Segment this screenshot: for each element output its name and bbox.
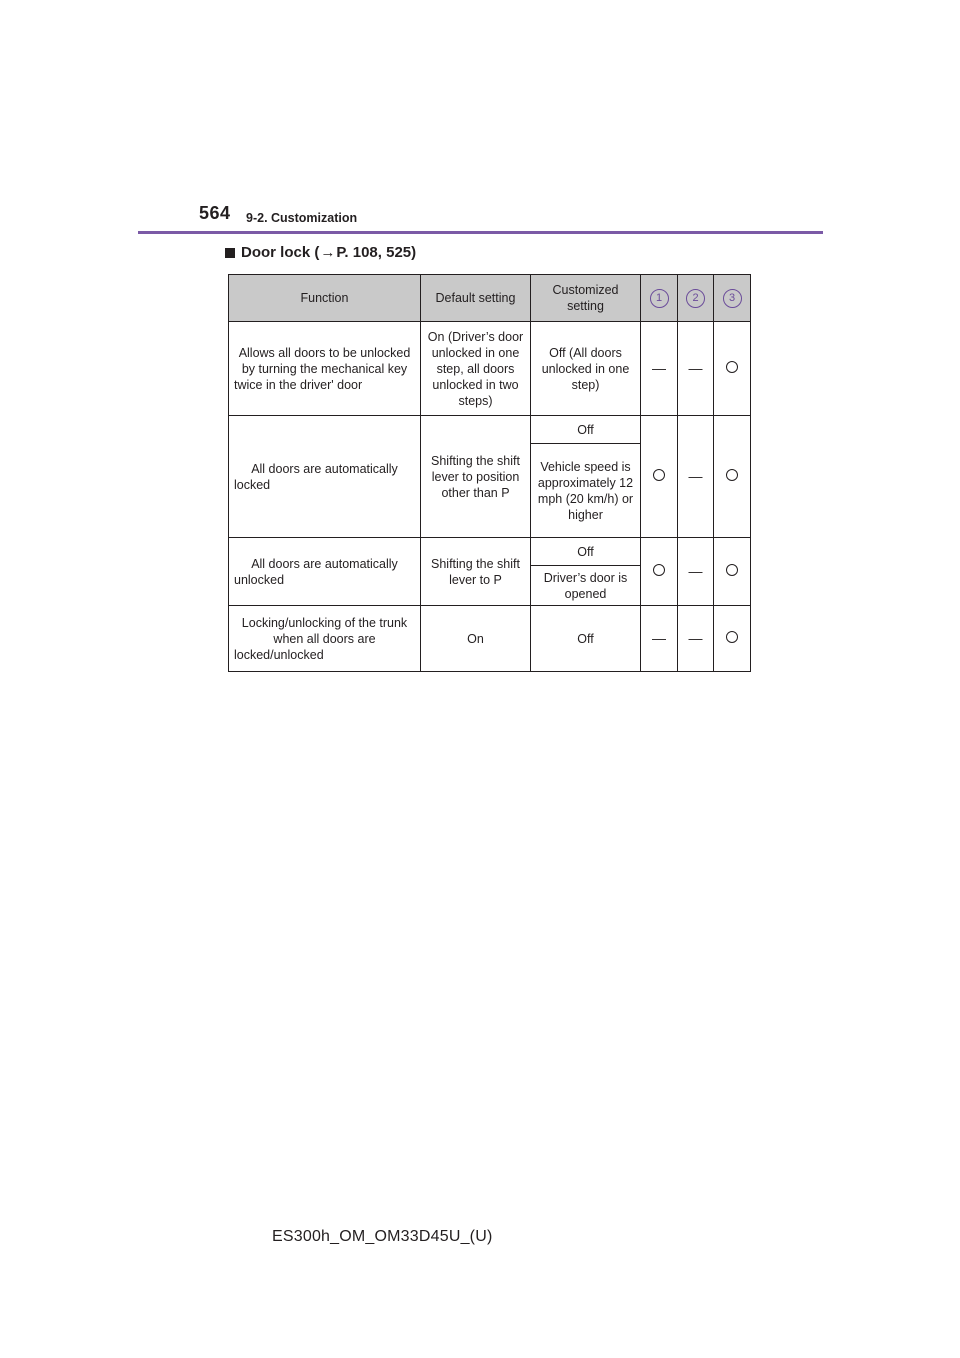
column-header-setting-2 [678, 275, 714, 322]
not-available-dash: — [688, 360, 703, 376]
setting-1-mark-cell [641, 322, 678, 416]
column-header-setting-1 [641, 275, 678, 322]
function-cell: Allows all doors to be unlocked by turning the mechanical key twice in the driver' door [229, 322, 421, 416]
available-circle-icon [726, 469, 738, 481]
default-setting-cell: On [421, 606, 531, 672]
table-row [229, 606, 751, 672]
section-title: 9-2. Customization [246, 211, 358, 225]
function-cell: All doors are automatically locked [229, 416, 421, 538]
not-available-dash: — [688, 563, 703, 579]
default-setting-cell: On (Driver’s door unlocked in one step, all doors unlocked in two steps) [421, 322, 531, 416]
not-available-dash: — [652, 360, 666, 376]
setting-3-mark-cell [714, 322, 751, 416]
available-circle-icon [726, 361, 738, 373]
setting-3-mark-cell [714, 416, 751, 538]
page-number: 564 [199, 203, 231, 223]
not-available-dash: — [688, 468, 703, 484]
circled-number-1: 1 [650, 289, 669, 308]
heading-page-ref: P. 108, 525) [336, 244, 417, 261]
customization-table [228, 274, 751, 672]
customized-setting-cell: Off [531, 416, 641, 444]
available-circle-icon [653, 564, 665, 576]
setting-2-mark-cell [678, 538, 714, 606]
table-row [229, 322, 751, 416]
setting-3-mark-cell [714, 606, 751, 672]
setting-1-mark-cell [641, 538, 678, 606]
customized-setting-cell: Vehicle speed is approximately 12 mph (20 km/h) or higher [531, 444, 641, 538]
table-body [229, 322, 751, 672]
header-rule [138, 231, 823, 234]
arrow-right-icon: → [320, 244, 336, 261]
default-setting-cell: Shifting the shift lever to position other than P [421, 416, 531, 538]
setting-3-mark-cell [714, 538, 751, 606]
circled-number-2: 2 [686, 289, 705, 308]
column-header-default: Default setting [421, 275, 531, 322]
square-bullet-icon [225, 248, 235, 258]
column-header-function: Function [229, 275, 421, 322]
function-cell: All doors are automatically unlocked [229, 538, 421, 606]
column-header-setting-3 [714, 275, 751, 322]
customized-setting-cell: Off [531, 538, 641, 566]
available-circle-icon [653, 469, 665, 481]
document-code: ES300h_OM_OM33D45U_(U) [272, 1228, 493, 1245]
default-setting-cell: Shifting the shift lever to P [421, 538, 531, 606]
setting-2-mark-cell [678, 322, 714, 416]
table-header-row [229, 275, 751, 322]
customized-setting-cell: Off [531, 606, 641, 672]
table-row [229, 416, 751, 444]
setting-2-mark-cell [678, 416, 714, 538]
available-circle-icon [726, 631, 738, 643]
function-cell: Locking/unlocking of the trunk when all doors are locked/unlocked [229, 606, 421, 672]
column-header-customized: Customized setting [531, 275, 641, 322]
heading-text: Door lock ( [241, 244, 320, 261]
not-available-dash: — [652, 630, 666, 646]
setting-1-mark-cell [641, 416, 678, 538]
circled-number-3: 3 [723, 289, 742, 308]
door-lock-heading [225, 244, 416, 261]
available-circle-icon [726, 564, 738, 576]
setting-1-mark-cell [641, 606, 678, 672]
customized-setting-cell: Off (All doors unlocked in one step) [531, 322, 641, 416]
table-row [229, 538, 751, 566]
not-available-dash: — [688, 630, 703, 646]
setting-2-mark-cell [678, 606, 714, 672]
customized-setting-cell: Driver’s door is opened [531, 566, 641, 606]
